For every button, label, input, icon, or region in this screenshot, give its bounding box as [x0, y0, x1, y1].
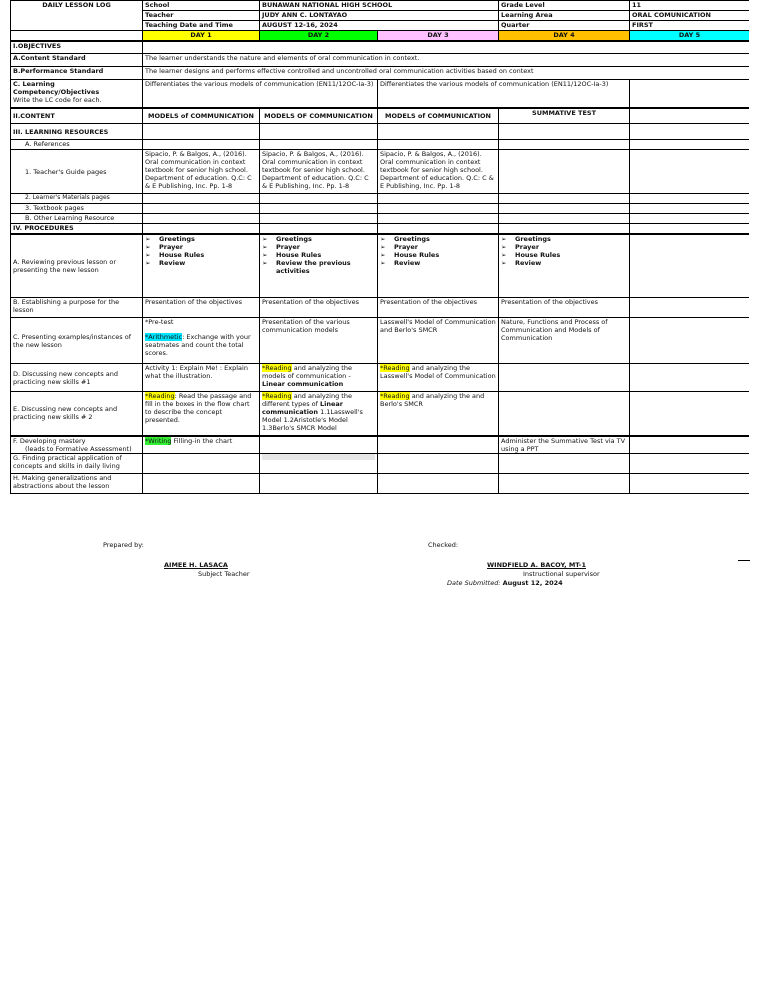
competency-value-1: Differentiates the various models of communication (EN11/12OC-Ia-3)	[143, 80, 378, 108]
generalization-cell	[499, 474, 630, 494]
resources-cell	[499, 124, 630, 140]
examples-day-1	[143, 318, 260, 364]
list-item: ➢ Prayer	[262, 243, 375, 251]
lm-cell	[260, 194, 378, 204]
procedures-heading: IV. PROCEDURES	[11, 224, 143, 234]
proc-cell	[143, 224, 260, 234]
teacher-signature-name: AIMEE H. LASACA	[164, 561, 228, 569]
discussing-1-day-3	[378, 364, 499, 392]
list-item: ➢ House Rules	[262, 251, 375, 259]
references-label: A. References	[11, 140, 143, 150]
teachers-guide-label: 1. Teacher's Guide pages	[11, 150, 143, 194]
generalization-cell	[630, 474, 749, 494]
list-item: ➢ Prayer	[380, 243, 496, 251]
checked-label: Checked:	[428, 541, 459, 549]
tb-cell	[378, 204, 499, 214]
content-day-2: MODELS OF COMMUNICATION	[260, 108, 378, 124]
examples-day-5	[630, 318, 749, 364]
day-5-header: DAY 5	[630, 31, 749, 41]
grade-label: Grade Level	[499, 1, 630, 11]
mastery-sub: (leads to Formative Assessment)	[25, 444, 132, 453]
application-cell	[378, 454, 499, 474]
references-cell	[260, 140, 378, 150]
tb-cell	[630, 204, 749, 214]
resources-cell	[260, 124, 378, 140]
content-standard-value: The learner understands the nature and elements of oral communication in context.	[143, 54, 750, 67]
resources-cell	[143, 124, 260, 140]
proc-cell	[378, 224, 499, 234]
reading-bold: Linear communication	[262, 380, 344, 388]
date-submitted-value: August 12, 2024	[502, 579, 563, 587]
teachers-guide-day-3: Sipacio, P. & Balgos, A., (2016). Oral communication in context textbook for senior high school. Department of education. Q.C: C & E Publishing, Inc. Pp. 1-8	[378, 150, 499, 194]
discussing-2-day-5	[630, 392, 749, 436]
other-cell	[630, 214, 749, 224]
examples-day-3: Lasswell's Model of Communication and Berlo's SMCR	[378, 318, 499, 364]
references-cell	[499, 140, 630, 150]
purpose-day-4: Presentation of the objectives	[499, 298, 630, 318]
list-item: ➢ Greetings	[145, 235, 257, 243]
tb-cell	[260, 204, 378, 214]
teachers-guide-day-5	[630, 150, 749, 194]
reading-text: and analyzing the and Berlo's SMCR	[380, 392, 485, 408]
other-cell	[499, 214, 630, 224]
application-cell	[143, 454, 260, 474]
content-day-3: MODELS of COMMUNICATION	[378, 108, 499, 124]
reading-text: and analyzing the different types of	[262, 392, 352, 408]
examples-day-4: Nature, Functions and Process of Communication and Models of Communication	[499, 318, 630, 364]
list-item: ➢ House Rules	[380, 251, 496, 259]
reading-text: : Read the passage and fill in the boxes in the flow chart to describe the concept presented.	[145, 392, 252, 424]
teacher-label: Teacher	[143, 11, 260, 21]
lm-cell	[143, 194, 260, 204]
review-day-2	[260, 234, 378, 298]
list-item: ➢ Review	[501, 259, 627, 267]
reading-tag: *Reading	[145, 392, 175, 400]
content-day-1: MODELS of COMMUNICATION	[143, 108, 260, 124]
mastery-cell	[11, 436, 143, 454]
reading-tag: *Reading	[262, 392, 292, 400]
competency-label: C. Learning Competency/Objectives	[13, 80, 100, 96]
list-item: ➢ Greetings	[501, 235, 627, 243]
grade-value: 11	[630, 1, 749, 11]
content-day-4: SUMMATIVE TEST	[499, 108, 630, 124]
objectives-spacer	[143, 41, 750, 54]
day-header-spacer	[11, 31, 143, 41]
reading-tag: *Reading	[380, 364, 410, 372]
resources-heading: III. LEARNING RESOURCES	[11, 124, 143, 140]
learning-area-label: Learning Area	[499, 11, 630, 21]
quarter-label: Quarter	[499, 21, 630, 31]
mastery-day-1	[143, 436, 260, 454]
other-cell	[143, 214, 260, 224]
discussing-1-day-2	[260, 364, 378, 392]
date-label: Teaching Date and Time	[143, 21, 260, 31]
mastery-day-4: Administer the Summative Test via TV using a PPT	[499, 436, 630, 454]
writing-tag: *Writing	[145, 436, 172, 445]
examples-label: C. Presenting examples/instances of the new lesson	[11, 318, 143, 364]
lesson-log-sheet	[10, 0, 749, 502]
mastery-day-3	[378, 436, 499, 454]
other-cell	[378, 214, 499, 224]
learners-materials-label: 2. Learner's Materials pages	[11, 194, 143, 204]
discussing-2-day-4	[499, 392, 630, 436]
reading-tag: *Reading	[262, 364, 292, 372]
competency-cell	[11, 80, 143, 108]
review-day-3	[378, 234, 499, 298]
arithmetic-text: : Exchange with your seatmates and count the total scores.	[145, 333, 251, 357]
proc-cell	[630, 224, 749, 234]
list-item: ➢ Greetings	[262, 235, 375, 243]
arithmetic-activity	[145, 333, 257, 357]
day-4-header: DAY 4	[499, 31, 630, 41]
discussing-1-day-5	[630, 364, 749, 392]
references-cell	[378, 140, 499, 150]
mastery-label: F. Developing mastery	[13, 436, 86, 445]
mastery-day-5	[630, 436, 749, 454]
content-label: II.CONTENT	[11, 108, 143, 124]
teacher-value: JUDY ANN C. LONTAYAO	[260, 11, 499, 21]
shaded-bar	[262, 454, 375, 460]
reading-text: and analyzing the models of communication -	[262, 364, 352, 380]
learning-area-value: ORAL COMUNICATION	[630, 11, 749, 21]
application-label: G. Finding practical application of concepts and skills in daily living	[11, 454, 143, 474]
tb-cell	[499, 204, 630, 214]
list-item: ➢ Prayer	[501, 243, 627, 251]
application-cell	[260, 454, 378, 474]
tb-cell	[143, 204, 260, 214]
pretest-text: *Pre-test	[145, 318, 174, 326]
generalization-cell	[260, 474, 378, 494]
teachers-guide-day-2: Sipacio, P. & Balgos, A., (2016). Oral communication in context textbook for senior high school. Department of education. Q.C: C & E Publishing, Inc. Pp. 1-8	[260, 150, 378, 194]
review-day-1	[143, 234, 260, 298]
content-day-5	[630, 108, 749, 124]
prepared-by-label: Prepared by:	[103, 541, 144, 549]
resources-cell	[630, 124, 749, 140]
generalization-cell	[378, 474, 499, 494]
supervisor-signature-name: WINDFIELD A. BACOY, MT-1	[487, 561, 586, 569]
resources-cell	[378, 124, 499, 140]
generalization-cell	[143, 474, 260, 494]
textbook-pages-label: 3. Textbook pages	[11, 204, 143, 214]
references-cell	[143, 140, 260, 150]
lm-cell	[499, 194, 630, 204]
competency-value-2: Differentiates the various models of communication (EN11/12OC-Ia-3)	[378, 80, 630, 108]
examples-day-2: Presentation of the various communication models	[260, 318, 378, 364]
review-day-5	[630, 234, 749, 298]
proc-cell	[499, 224, 630, 234]
purpose-day-5	[630, 298, 749, 318]
competency-note: Write the LC code for each.	[13, 96, 102, 104]
references-cell	[630, 140, 749, 150]
generalization-label: H. Making generalizations and abstractions about the lesson	[11, 474, 143, 494]
list-item: ➢ Review the previous activities	[262, 259, 375, 275]
teacher-signature-title: Subject Teacher	[198, 570, 250, 578]
purpose-label: B. Establishing a purpose for the lesson	[11, 298, 143, 318]
reading-tag: *Reading	[380, 392, 410, 400]
lm-cell	[630, 194, 749, 204]
discussing-1-label: D. Discussing new concepts and practicing new skills #1	[11, 364, 143, 392]
school-value: BUNAWAN NATIONAL HIGH SCHOOL	[260, 1, 499, 11]
date-value: AUGUST 12-16, 2024	[260, 21, 499, 31]
date-submitted	[447, 579, 563, 587]
purpose-day-1: Presentation of the objectives	[143, 298, 260, 318]
lesson-log-table	[10, 0, 749, 494]
discussing-1-day-1: Activity 1: Explain Me! : Explain what the illustration.	[143, 364, 260, 392]
purpose-day-3: Presentation of the objectives	[378, 298, 499, 318]
performance-standard-value: The learner designs and performs effective controlled and uncontrolled oral communication activities based on context	[143, 67, 750, 80]
day-2-header: DAY 2	[260, 31, 378, 41]
school-label: School	[143, 1, 260, 11]
log-title: DAILY LESSON LOG	[11, 1, 143, 31]
list-item: ➢ House Rules	[501, 251, 627, 259]
mastery-day-2	[260, 436, 378, 454]
supervisor-signature-title: Instructional supervisor	[523, 570, 600, 578]
writing-text: Filling-in the chart	[171, 436, 233, 445]
other-cell	[260, 214, 378, 224]
review-day-4	[499, 234, 630, 298]
other-resource-label: B. Other Learning Resource	[11, 214, 143, 224]
application-cell	[499, 454, 630, 474]
list-item: ➢ Greetings	[380, 235, 496, 243]
lm-cell	[378, 194, 499, 204]
discussing-1-day-4	[499, 364, 630, 392]
teachers-guide-day-4	[499, 150, 630, 194]
performance-standard-label: B.Performance Standard	[11, 67, 143, 80]
discussing-2-day-2	[260, 392, 378, 436]
arithmetic-tag: *Arithmetic	[145, 333, 183, 341]
reading-rest: 1.1Lasswell's Model 1.2Aristotle's Model 1.3Berlo's SMCR Model	[262, 408, 363, 432]
discussing-2-label: E. Discussing new concepts and practicing new skills # 2	[11, 392, 143, 436]
application-cell	[630, 454, 749, 474]
reading-bold: Linear communication	[262, 400, 343, 416]
review-label: A. Reviewing previous lesson or presenting the new lesson	[11, 234, 143, 298]
day-3-header: DAY 3	[378, 31, 499, 41]
content-standard-label: A.Content Standard	[11, 54, 143, 67]
list-item: ➢ Review	[145, 259, 257, 267]
divider	[738, 560, 750, 561]
objectives-heading: I.OBJECTIVES	[11, 41, 143, 54]
reading-text: and analyzing the Lasswell's Model of Communication	[380, 364, 496, 380]
purpose-day-2: Presentation of the objectives	[260, 298, 378, 318]
discussing-2-day-1	[143, 392, 260, 436]
discussing-2-day-3	[378, 392, 499, 436]
competency-day5	[630, 80, 749, 108]
date-submitted-label: Date Submitted:	[447, 579, 501, 587]
teachers-guide-day-1: Sipacio, P. & Balgos, A., (2016). Oral communication in context textbook for senior high school. Department of education. Q.C: C & E Publishing, Inc. Pp. 1-8	[143, 150, 260, 194]
proc-cell	[260, 224, 378, 234]
list-item: ➢ Review	[380, 259, 496, 267]
list-item: ➢ Prayer	[145, 243, 257, 251]
list-item: ➢ House Rules	[145, 251, 257, 259]
quarter-value: FIRST	[630, 21, 749, 31]
day-1-header: DAY 1	[143, 31, 260, 41]
